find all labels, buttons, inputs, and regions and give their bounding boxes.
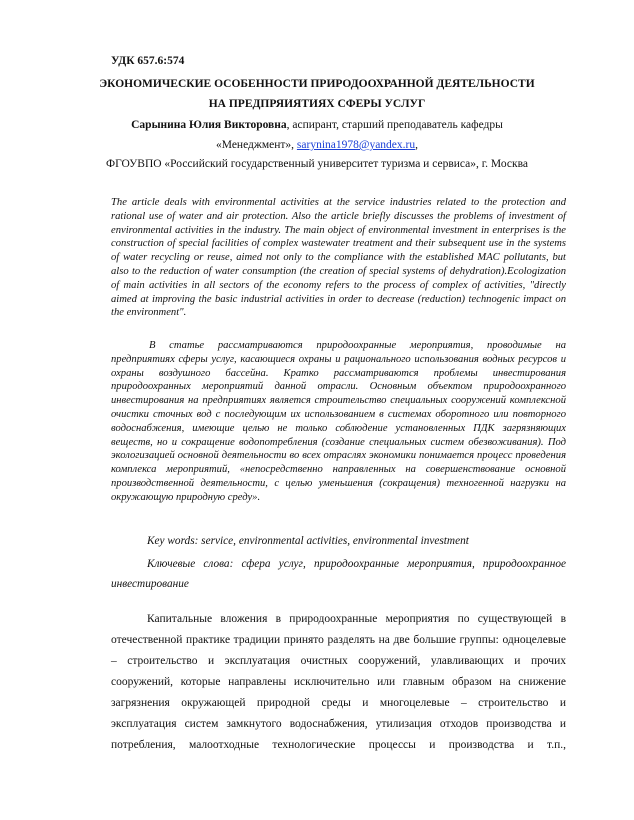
body-paragraph: Капитальные вложения в природоохранные мероприятия по существующей в отечественной практике традиции принято разделять на две большие группы: одноцелевые – строительство и эксплуатация очистных сооружений, улавливающих и прочих сооружений, которые направлены исключительно или главным образом на снижение загрязнения окружающей природной среды и многоцелевые – строительство и эксплуатация систем замкнутого водоснабжения, утилизация отходов производства и потребления, малоотходные технологические процессы и производства и т.п.,	[111, 613, 566, 751]
author-email-link[interactable]: sarynina1978@yandex.ru	[296, 139, 416, 151]
keywords-english: Key words: service, environmental activities, environmental investment	[147, 535, 469, 547]
author-institution: ФГОУВПО «Российский государственный университет туризма и сервиса», г. Москва	[106, 158, 528, 170]
author-contact-line	[60, 139, 574, 151]
keywords-russian: Ключевые слова: сфера услуг, природоохранные мероприятия, природоохранное инвестирование	[111, 558, 566, 590]
article-title-line-2: НА ПРЕДПРЯИЯТИЯХ СФЕРЫ УСЛУГ	[208, 98, 426, 110]
article-title-line-1: ЭКОНОМИЧЕСКИЕ ОСОБЕННОСТИ ПРИРОДООХРАННОЙ ДЕЯТЕЛЬНОСТИ	[99, 78, 535, 90]
abstract-russian: В статье рассматриваются природоохранные мероприятия, проводимые на предприятиях сферы услуг, касающиеся охраны и рационального использования водных ресурсов и охраны воздушного бассейна. Кратко рассматриваются проблемы инвестирования природоохранных мероприятий данной отрасли. Основным объектом природоохранного инвестирования на предприятиях является строительство специальных сооружений комплексной очистки сточных вод с последующим их использованием в системах оборотного или повторного водоснабжения, имеющие целью не только соблюдение установленных ПДК загрязняющих веществ, но и сокращение водопотребления (создание специальных систем обезвоживания). Под экологизацией основной деятельности во всех отраслях экономики понимается процесс проведения комплекса мероприятий, «непосредственно направленных на совершенствование основной производственной деятельности, с целью уменьшения (сокращения) техногенной нагрузки на окружающую природную среду».	[111, 340, 566, 503]
udk-code: УДК 657.6:574	[111, 55, 185, 67]
author-line	[60, 119, 574, 131]
author-role: , аспирант, старший преподаватель кафедры	[286, 119, 503, 131]
author-department: «Менеджмент»,	[216, 139, 297, 151]
abstract-english: The article deals with environmental activities at the service industries related to the protection and rational use of water and air protection. Also the article briefly discusses the problems of investment of environmental activities in the industry. The main object of environmental investment in enterprises is the construction of special facilities of complex wastewater treatment and their subsequent use in the systems of water recycling or reuse, aimed not only to the compliance with the established MAC pollutants, but also to the reduction of water consumption (the creation of special systems of dehydration).Ecologization of main activities in all sectors of the economy refers to the process of complex of activities, "directly aimed at improving the basic industrial activities in order to decrease (reduction) technogenic impact on the environment".	[111, 197, 566, 319]
author-email-suffix: ,	[415, 139, 418, 151]
author-name: Сарынина Юлия Викторовна	[131, 119, 287, 131]
